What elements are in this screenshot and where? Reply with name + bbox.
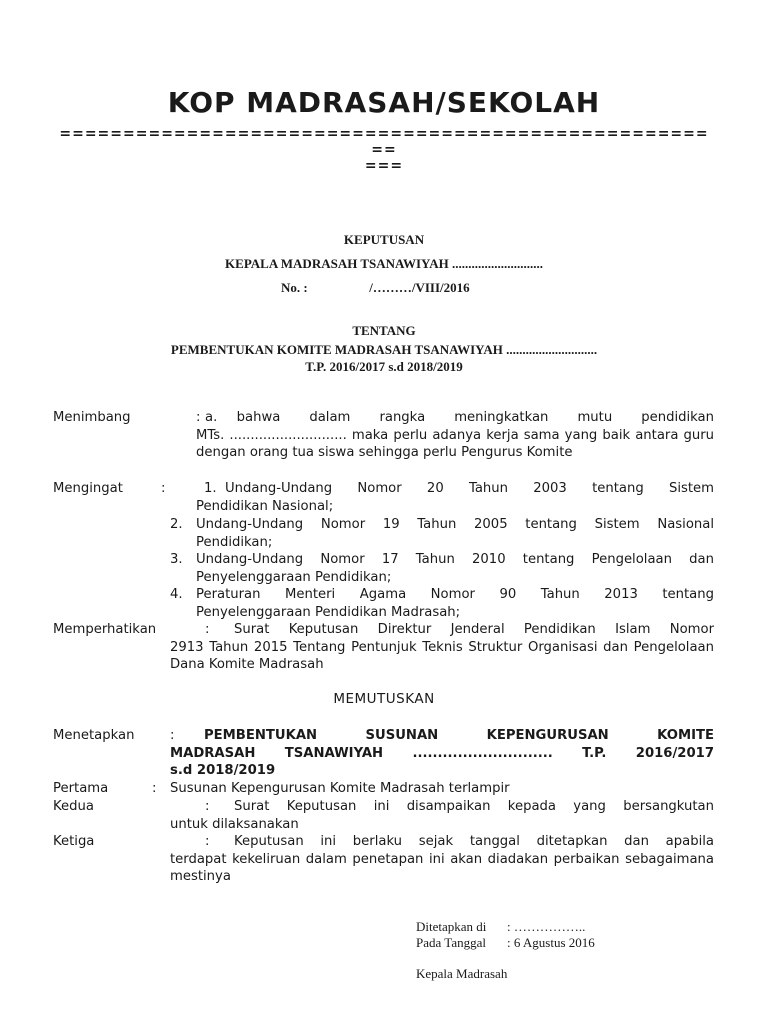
ketiga-label: Ketiga — [53, 834, 95, 849]
mengingat-item-1-line-1: Undang-Undang Nomor 20 Tahun 2003 tentang Sistem — [225, 481, 714, 496]
ketiga-line-1: Keputusan ini berlaku sejak tanggal ditetapkan dan apabila — [234, 834, 714, 849]
mengingat-item-2-line-1: Undang-Undang Nomor 19 Tahun 2005 tentang Sistem Nasional — [196, 517, 714, 532]
heading-period: T.P. 2016/2017 s.d 2018/2019 — [305, 359, 463, 374]
pertama-colon: : — [152, 781, 157, 796]
mengingat-item-2-number: 2. — [170, 517, 183, 532]
heading-keputusan: KEPUTUSAN — [343, 232, 425, 247]
menimbang-colon: : — [196, 410, 201, 425]
menetapkan-colon: : — [170, 728, 175, 743]
letterhead-rule — [54, 126, 714, 174]
kedua-line-2: untuk dilaksanakan — [170, 816, 299, 832]
decision-number — [281, 279, 470, 297]
kedua-colon: : — [205, 799, 210, 814]
memperhatikan-line-1: Surat Keputusan Direktur Jenderal Pendidikan Islam Nomor — [234, 622, 714, 637]
memperhatikan-colon: : — [205, 622, 210, 637]
memperhatikan-label: Memperhatikan — [53, 622, 157, 637]
pertama-text: Susunan Kepengurusan Komite Madrasah terlampir — [170, 781, 510, 796]
memperhatikan-text: 2913 Tahun 2015 Tentang Pentunjuk Teknis Struktur Organisasi dan Pengelolaan Dana Komite Madrasah — [170, 639, 714, 672]
mengingat-item-2-line-2: Pendidikan; — [196, 534, 273, 550]
kedua-label: Kedua — [53, 799, 94, 814]
kedua-line-1: Surat Keputusan ini disampaikan kepada yang bersangkutan — [234, 799, 714, 814]
mengingat-item-4-line-2: Penyelenggaraan Pendidikan Madrasah; — [196, 604, 461, 620]
menimbang-line-1: a. bahwa dalam rangka meningkatkan mutu pendidikan — [205, 410, 714, 425]
signature-tanggal-value: : 6 Agustus 2016 — [507, 935, 595, 950]
mengingat-colon: : — [161, 481, 166, 496]
mengingat-item-4-number: 4. — [170, 587, 183, 602]
signature-ditetapkan-value: : …………….. — [507, 919, 586, 934]
pertama-label: Pertama — [53, 781, 109, 796]
letterhead-rule-line-2: === — [364, 158, 404, 174]
mengingat-item-3-line-1: Undang-Undang Nomor 17 Tahun 2010 tentang Pengelolaan dan — [196, 552, 714, 567]
mengingat-item-1-line-2: Pendidikan Nasional; — [196, 498, 334, 514]
heading-memutuskan: MEMUTUSKAN — [333, 691, 435, 707]
letterhead-rule-line-1: ===================================================== — [59, 126, 709, 158]
signature-ditetapkan-label: Ditetapkan di — [416, 919, 487, 934]
menimbang-text: MTs. ............................ maka perlu adanya kerja sama yang baik antara guru dengan orang tua siswa sehingga perlu Pengurus Komite — [196, 427, 714, 460]
mengingat-item-3-line-2: Penyelenggaraan Pendidikan; — [196, 569, 392, 585]
menetapkan-label: Menetapkan — [53, 728, 135, 743]
mengingat-item-4-line-1: Peraturan Menteri Agama Nomor 90 Tahun 2013 tentang — [196, 587, 714, 602]
menetapkan-line-1: PEMBENTUKAN SUSUNAN KEPENGURUSAN KOMITE — [204, 728, 714, 743]
ketiga-colon: : — [205, 834, 210, 849]
menetapkan-line-3: s.d 2018/2019 — [170, 763, 276, 778]
mengingat-item-1-number: 1. — [204, 481, 217, 496]
heading-subject: PEMBENTUKAN KOMITE MADRASAH TSANAWIYAH ............................ — [170, 342, 598, 357]
letterhead-title: KOP MADRASAH/SEKOLAH — [167, 86, 601, 119]
signature-tanggal-label: Pada Tanggal — [416, 935, 486, 950]
menetapkan-line-2: MADRASAH TSANAWIYAH ............................ T.P. 2016/2017 — [170, 745, 714, 761]
heading-issuer: KEPALA MADRASAH TSANAWIYAH ............................ — [225, 256, 543, 271]
menimbang-label: Menimbang — [53, 410, 131, 425]
ketiga-text: terdapat kekeliruan dalam penetapan ini akan diadakan perbaikan sebagaimana mestinya — [170, 851, 714, 884]
decision-number-label: No. : — [281, 280, 308, 295]
signature-position: Kepala Madrasah — [416, 966, 508, 981]
mengingat-item-3-number: 3. — [170, 552, 183, 567]
heading-tentang: TENTANG — [352, 323, 416, 338]
mengingat-label: Mengingat — [53, 481, 123, 496]
decision-number-value: /………/VIII/2016 — [369, 280, 470, 295]
